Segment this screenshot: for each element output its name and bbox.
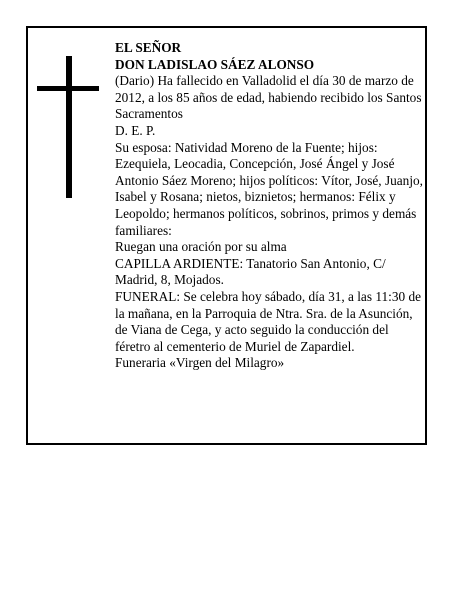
chapel-info: CAPILLA ARDIENTE: Tanatorio San Antonio, C/ Madrid, 8, Mojados. bbox=[115, 255, 386, 288]
funeral-info: FUNERAL: Se celebra hoy sábado, día 31, a las 11:30 de la mañana, en la Parroquia de Ntra. Sra. de la Asunción, de Viana de Cega, y acto seguido la conducción del féretro al cementerio de Muriel de Zapardiel. bbox=[115, 288, 422, 354]
obituary-text bbox=[115, 40, 425, 372]
funeral-home: Funeraria «Virgen del Milagro» bbox=[115, 355, 285, 371]
obituary-notice bbox=[26, 26, 427, 445]
family-list: Su esposa: Natividad Moreno de la Fuente; hijos: Ezequiela, Leocadia, Concepción, José Ángel y José Antonio Sáez Moreno; hijos políticos: Vítor, José, Juanjo, Isabel y Rosana; nietos, biznietos; hermanos: Félix y Leopoldo; hermanos políticos, sobrinos, primos y demás familiares: bbox=[115, 139, 423, 238]
cross-vertical-bar bbox=[66, 56, 72, 198]
deceased-title: EL SEÑOR bbox=[115, 40, 182, 55]
prayer-request: Ruegan una oración por su alma bbox=[115, 239, 287, 255]
cross-horizontal-bar bbox=[37, 86, 99, 91]
rip-text: D. E. P. bbox=[115, 122, 156, 138]
death-announcement: (Dario) Ha fallecido en Valladolid el día 30 de marzo de 2012, a los 85 años de edad, habiendo recibido los Santos Sacramentos bbox=[115, 73, 422, 122]
deceased-name: DON LADISLAO SÁEZ ALONSO bbox=[115, 56, 315, 72]
